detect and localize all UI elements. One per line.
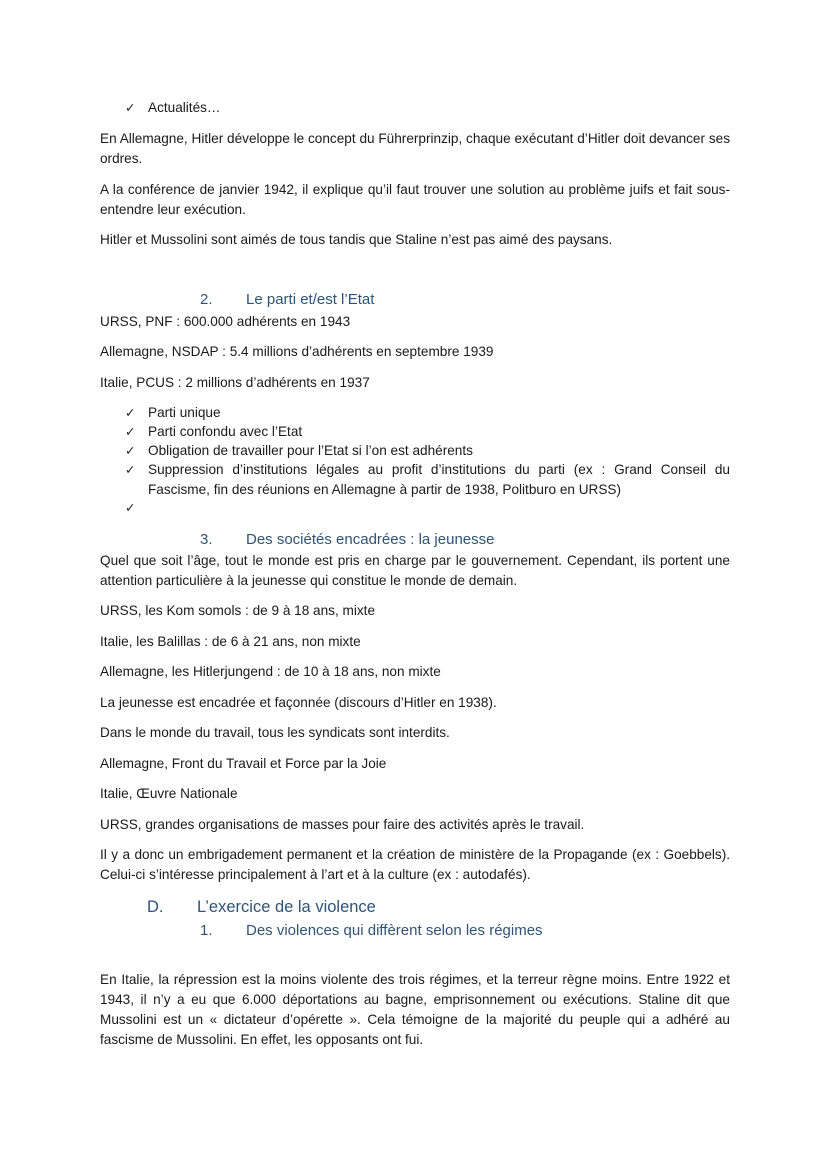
party-checklist-item [125,460,730,500]
work-italie: Italie, Œuvre Nationale [100,786,238,801]
section-d1-number: 1. [200,922,213,939]
checklist-text: Obligation de travailler pour l’Etat si l’on est adhérents [148,443,473,458]
section-2-number: 2. [200,291,213,308]
section-d-title: L’exercice de la violence [197,898,376,916]
paragraph-popularity: Hitler et Mussolini sont aimés de tous tandis que Staline n’est pas aimé des paysans. [100,232,613,247]
checklist-text [148,498,730,518]
paragraph-fuhrerprinzip: En Allemagne, Hitler développe le concept du Führerprinzip, chaque exécutant d’Hitler doit devancer ses ordres. [100,131,730,166]
party-checklist-item [125,422,730,442]
intro-checklist-item [125,98,730,118]
checkmark-icon: ✓ [125,405,136,420]
paragraph-conference-1942: A la conférence de janvier 1942, il explique qu’il faut trouver une solution au problème juifs et fait sous-entendre leur exécution. [100,182,730,217]
work-urss: URSS, grandes organisations de masses pour faire des activités après le travail. [100,817,585,832]
checklist-text: Parti unique [148,405,221,420]
checkmark-icon: ✓ [125,462,136,477]
checkmark-icon: ✓ [125,443,136,458]
checkmark-icon: ✓ [125,424,136,439]
paragraph-repression-italie: En Italie, la répression est la moins violente des trois régimes, et la terreur règne moins. Entre 1922 et 1943, il n’y a eu que 6.000 déportations au bagne, emprisonnement ou exécutions. Staline dit que Mussolini est un « dictateur d’opérette ». Cela témoigne de la majorité du peuple qui a adhéré au fascisme de Mussolini. En effet, les opposants ont fui. [100,972,730,1047]
work-allemagne: Allemagne, Front du Travail et Force par la Joie [100,756,387,771]
paragraph-jeunesse-intro: Quel que soit l’âge, tout le monde est pris en charge par le gouvernement. Cependant, ils portent une attention particulière à la jeunesse qui constitue le monde de demain. [100,553,730,588]
membership-allemagne: Allemagne, NSDAP : 5.4 millions d’adhérents en septembre 1939 [100,344,494,359]
section-2-title: Le parti et/est l’Etat [246,291,375,308]
checklist-text: Actualités… [148,100,221,115]
section-d1-heading [0,921,828,941]
checklist-text: Parti confondu avec l’Etat [148,424,303,439]
membership-italie: Italie, PCUS : 2 millions d’adhérents en 1937 [100,375,370,390]
paragraph-jeunesse-encadree: La jeunesse est encadrée et façonnée (discours d’Hitler en 1938). [100,695,497,710]
membership-urss: URSS, PNF : 600.000 adhérents en 1943 [100,314,351,329]
youth-italie: Italie, les Balillas : de 6 à 21 ans, non mixte [100,634,361,649]
paragraph-syndicats: Dans le monde du travail, tous les syndicats sont interdits. [100,725,450,740]
party-checklist-item-empty [125,498,730,518]
checkmark-icon: ✓ [125,100,136,115]
section-d-letter: D. [147,898,164,916]
party-checklist-item [125,403,730,423]
party-checklist-item [125,441,730,461]
section-2-heading [0,290,828,310]
checkmark-icon: ✓ [125,500,136,515]
section-3-title: Des sociétés encadrées : la jeunesse [246,531,495,548]
section-3-number: 3. [200,531,213,548]
youth-urss: URSS, les Kom somols : de 9 à 18 ans, mixte [100,603,376,618]
checklist-text: Suppression d’institutions légales au profit d’institutions du parti (ex : Grand Conseil du Fascisme, fin des réunions en Allemagne à partir de 1938, Politburo en URSS) [148,462,730,497]
section-3-heading [0,530,828,550]
paragraph-propagande: Il y a donc un embrigadement permanent et la création de ministère de la Propagande (ex : Goebbels). Celui-ci s’intéresse principalement à l’art et à la culture (ex : autodafés). [100,847,730,882]
section-d-heading [0,896,828,918]
section-d1-title: Des violences qui diffèrent selon les régimes [246,922,543,939]
youth-allemagne: Allemagne, les Hitlerjungend : de 10 à 18 ans, non mixte [100,664,441,679]
